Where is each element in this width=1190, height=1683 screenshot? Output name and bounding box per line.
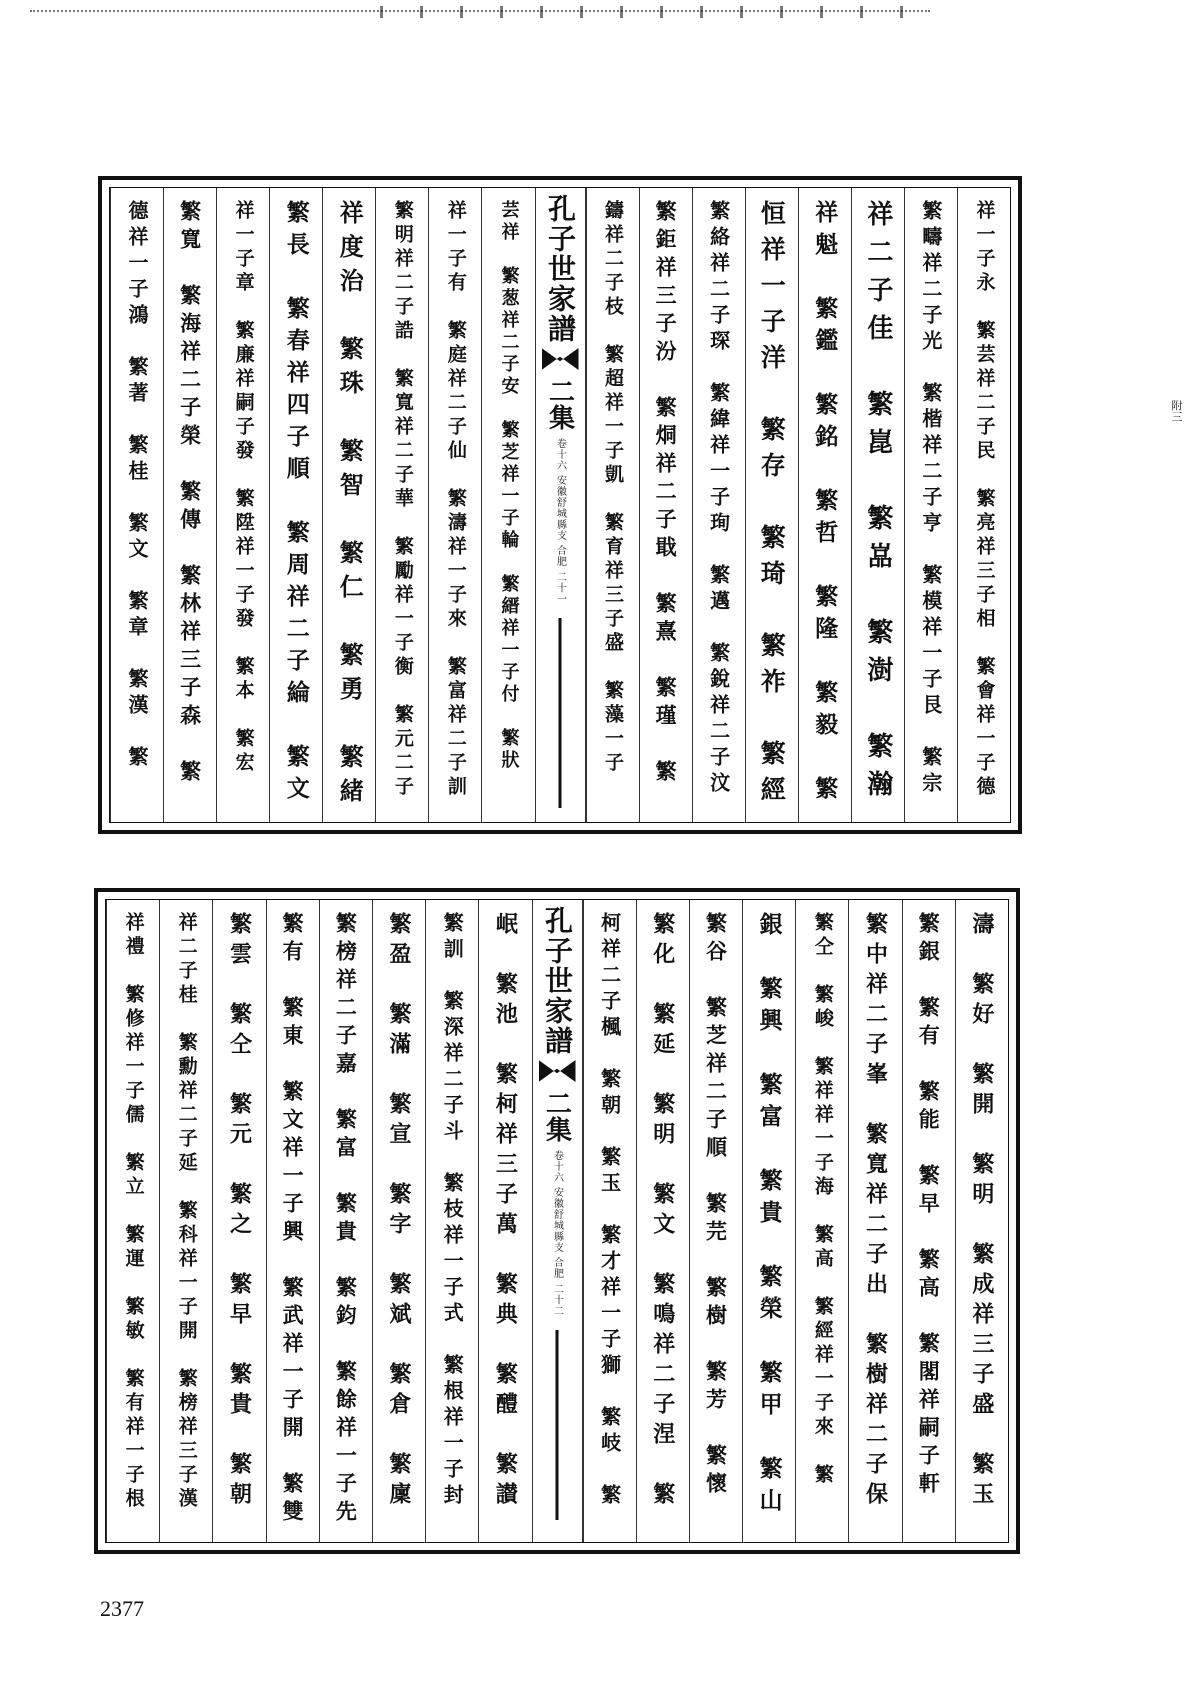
genealogy-column [851,188,904,822]
chapter-subtitle: 卷十六 安徽舒城縣支 合肥 二十一 [554,438,566,605]
column-text: 繁榜祥二子嘉 繁富 繁貴 繁鈞 繁餘祥一子先 [333,912,359,1528]
genealogy-column [319,900,372,1542]
fish-tail-mark [539,1060,576,1082]
genealogy-column [692,188,745,822]
genealogy-panel-bottom [94,888,1020,1554]
chapter-subtitle: 卷十六 安徽舒城縣支 合肥 二十二 [551,1150,563,1317]
genealogy-column [322,188,375,822]
genealogy-column [848,900,901,1542]
genealogy-column [745,188,798,822]
side-mark: 附三 [1170,400,1183,422]
scan-top-artifact [380,6,940,18]
genealogy-column [955,900,1008,1542]
column-text: 祥一子章 繁廉祥嗣子發 繁陞祥一子發 繁本 繁宏 [232,200,255,776]
panel-columns [109,187,1011,823]
genealogy-column [742,900,795,1542]
column-text: 恒祥一子洋 繁存 繁琦 繁祚 繁經 [757,200,787,812]
column-text: 繁有 繁東 繁文祥一子興 繁武祥一子開 繁雙 [280,912,306,1528]
column-text: 銀 繁興 繁富 繁貴 繁榮 繁甲 繁山 [755,912,783,1520]
column-text: 繁盈 繁滿 繁宣 繁字 繁斌 繁倉 繁廩 [386,912,413,1512]
genealogy-column [478,900,531,1542]
column-text: 祥二子桂 繁勳祥二子延 繁科祥一子開 繁榜祥三子漢 [175,912,198,1512]
column-text: 繁疇祥二子光 繁楷祥二子亨 繁模祥一子艮 繁宗 [918,200,943,798]
center-rule [559,618,562,808]
panel-columns [105,899,1009,1543]
page-number: 2377 [100,1596,144,1621]
book-title: 孔子世家譜 [541,906,574,1056]
column-text: 柯祥二子楓 繁朝 繁玉 繁才祥一子獅 繁岐 繁 [597,912,622,1510]
genealogy-column [583,900,636,1542]
column-text: 繁化 繁延 繁明 繁文 繁鳴祥二子涅 繁 [649,912,676,1512]
column-text: 繁長 繁春祥四子順 繁周祥二子綸 繁文 [282,200,310,808]
genealogy-column [689,900,742,1542]
genealogy-column [425,900,478,1542]
column-text: 鑄祥二子枝 繁超祥一子凱 繁育祥三子盛 繁藻一子 [602,200,625,776]
genealogy-column [266,900,319,1542]
genealogy-column [212,900,265,1542]
genealogy-column [636,900,689,1542]
column-text: 岷 繁池 繁柯祥三子萬 繁典 繁醴 繁讃 [492,912,519,1512]
column-text: 繁仝 繁峻 繁祥祥一子海 繁高 繁經祥一子來 繁 [811,912,834,1488]
column-text: 祥二子佳 繁崑 繁嵓 繁澍 繁瀚 [862,200,893,808]
genealogy-column [957,188,1010,822]
volume-label: 二集 [541,1090,572,1142]
column-text: 祥禮 繁修祥一子儒 繁立 繁運 繁敏 繁有祥一子根 [122,912,145,1512]
genealogy-column [428,188,481,822]
column-text: 繁寬 繁海祥二子榮 繁傳 繁林祥三子森 繁 [177,200,203,788]
column-text: 濤 繁好 繁開 繁明 繁成祥三子盛 繁玉 [968,912,995,1512]
genealogy-column [586,188,639,822]
column-text: 德祥一子鴻 繁著 繁桂 繁文 繁章 繁漢 繁 [125,200,150,772]
column-text: 繁絡祥二子琛 繁緯祥一子珣 繁邁 繁銳祥二子汶 [706,200,731,798]
column-text: 繁銀 繁有 繁能 繁早 繁高 繁閣祥嗣子軒 [916,912,942,1500]
genealogy-panel-top [98,176,1022,834]
book-title: 孔子世家譜 [544,194,577,344]
column-text: 繁訓 繁深祥二子斗 繁枝祥一子式 繁根祥一子封 [440,912,465,1510]
genealogy-column [106,900,159,1542]
genealogy-column [216,188,269,822]
genealogy-column [481,188,534,822]
center-rule [556,1330,559,1520]
column-text: 繁鉅祥三子汾 繁烔祥二子戢 繁熹 繁瑾 繁 [653,200,679,788]
column-text: 祥一子永 繁芸祥二子民 繁亮祥三子相 繁會祥一子德 [973,200,996,800]
volume-label: 二集 [544,378,575,430]
title-strip [532,900,583,1542]
genealogy-column [110,188,163,822]
column-text: 繁谷 繁芝祥二子順 繁芫 繁樹 繁芳 繁懷 [703,912,729,1500]
genealogy-column [902,900,955,1542]
column-text: 繁中祥二子峯 繁寬祥二子出 繁樹祥二子保 [862,912,889,1512]
genealogy-column [904,188,957,822]
genealogy-column [639,188,692,822]
genealogy-column [795,900,848,1542]
genealogy-column [375,188,428,822]
genealogy-column [372,900,425,1542]
fish-tail-mark [542,348,579,370]
genealogy-column [269,188,322,822]
column-text: 祥一子有 繁庭祥二子仙 繁濤祥一子來 繁富祥二子訓 [444,200,467,800]
column-text: 繁明祥二子誥 繁寬祥二子華 繁勵祥一子衡 繁元二子 [391,200,414,800]
genealogy-column [163,188,216,822]
title-strip [535,188,586,822]
column-text: 芸祥 繁葱祥二子安 繁芝祥一子輪 繁縉祥一子付 繁狀 [498,200,520,772]
column-text: 祥度治 繁珠 繁智 繁仁 繁勇 繁緒 [335,200,365,812]
column-text: 繁雲 繁仝 繁元 繁之 繁早 繁貴 繁朝 [226,912,253,1512]
column-text: 祥魁 繁鑑 繁銘 繁哲 繁隆 繁毅 繁 [811,200,839,808]
genealogy-column [159,900,212,1542]
genealogy-column [798,188,851,822]
